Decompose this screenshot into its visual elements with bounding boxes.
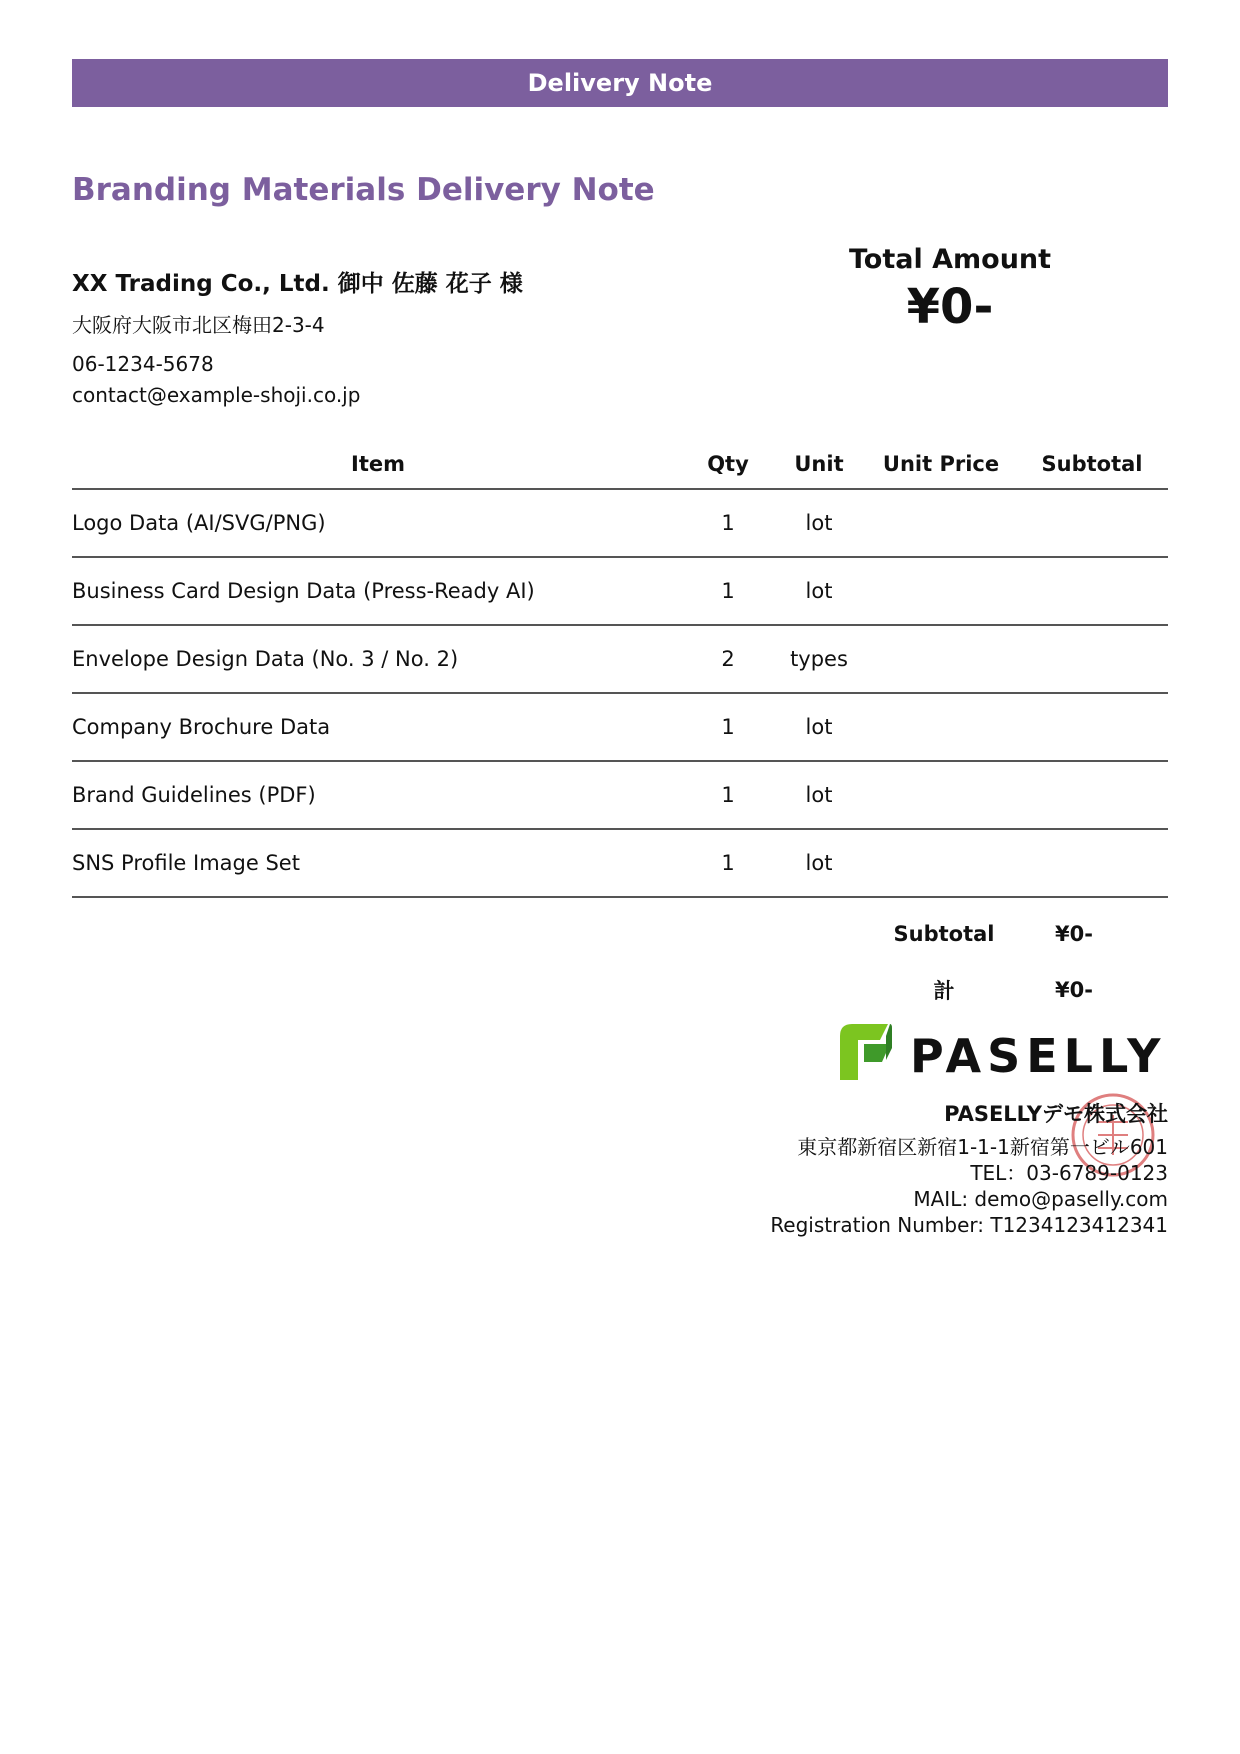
document-title: Branding Materials Delivery Note — [72, 172, 655, 208]
row-unit-price — [866, 489, 1016, 557]
row-unit-price — [866, 829, 1016, 897]
header-qty: Qty — [684, 440, 772, 489]
company-mail: MAIL: demo@paselly.com — [913, 1187, 1168, 1211]
row-item: Company Brochure Data — [72, 693, 684, 761]
row-item: SNS Profile Image Set — [72, 829, 684, 897]
paselly-logo-icon — [838, 1022, 1168, 1082]
row-unit-price — [866, 761, 1016, 829]
row-unit: lot — [772, 489, 866, 557]
client-name: XX Trading Co., Ltd. 御中 佐藤 花子 様 — [72, 271, 523, 297]
row-item: Brand Guidelines (PDF) — [72, 761, 684, 829]
table-row — [72, 625, 1168, 693]
row-subtotal — [1016, 761, 1168, 829]
client-address: 大阪府大阪市北区梅田2-3-4 — [72, 313, 325, 337]
summary-subtotal-value: ¥0- — [1055, 922, 1093, 946]
row-qty: 1 — [684, 557, 772, 625]
row-unit-price — [866, 693, 1016, 761]
table-row — [72, 829, 1168, 897]
row-qty: 1 — [684, 489, 772, 557]
row-subtotal — [1016, 557, 1168, 625]
row-unit: lot — [772, 829, 866, 897]
company-tel: TEL：03-6789-0123 — [970, 1161, 1168, 1185]
row-unit: lot — [772, 693, 866, 761]
row-unit-price — [866, 557, 1016, 625]
summary-total-value: ¥0- — [1055, 978, 1093, 1002]
table-row — [72, 557, 1168, 625]
company-address: 東京都新宿区新宿1-1-1新宿第一ビル601 — [797, 1135, 1168, 1159]
row-qty: 2 — [684, 625, 772, 693]
table-row — [72, 693, 1168, 761]
summary-total-row — [880, 962, 1140, 1018]
header-subtotal: Subtotal — [1016, 440, 1168, 489]
summary-subtotal-row — [880, 906, 1140, 962]
total-amount-box — [830, 244, 1070, 335]
summary-block — [880, 906, 1140, 1018]
company-logo — [838, 1022, 1168, 1082]
summary-total-label: 計 — [933, 979, 955, 1003]
table-header-row — [72, 440, 1168, 489]
client-block — [72, 265, 712, 411]
row-unit: lot — [772, 761, 866, 829]
table-row — [72, 761, 1168, 829]
row-item: Logo Data (AI/SVG/PNG) — [72, 489, 684, 557]
client-email: contact@example-shoji.co.jp — [72, 383, 361, 407]
row-item: Envelope Design Data (No. 3 / No. 2) — [72, 625, 684, 693]
total-amount-label: Total Amount — [848, 244, 1052, 275]
document-type-banner: Delivery Note — [72, 59, 1168, 107]
header-unit-price: Unit Price — [866, 440, 1016, 489]
row-unit: lot — [772, 557, 866, 625]
row-unit: types — [772, 625, 866, 693]
table-row — [72, 489, 1168, 557]
company-name: PASELLYデモ株式会社 — [944, 1102, 1168, 1126]
logo-wordmark: PASELLY — [910, 1029, 1167, 1082]
row-subtotal — [1016, 625, 1168, 693]
row-unit-price — [866, 625, 1016, 693]
row-qty: 1 — [684, 761, 772, 829]
row-subtotal — [1016, 829, 1168, 897]
row-subtotal — [1016, 693, 1168, 761]
company-block — [648, 1098, 1168, 1238]
row-item: Business Card Design Data (Press-Ready AI) — [72, 557, 684, 625]
row-subtotal — [1016, 489, 1168, 557]
client-phone: 06-1234-5678 — [72, 352, 214, 376]
company-registration: Registration Number: T1234123412341 — [770, 1213, 1168, 1237]
summary-subtotal-label: Subtotal — [893, 922, 995, 946]
row-qty: 1 — [684, 829, 772, 897]
total-amount-value: ¥0- — [906, 279, 994, 335]
header-item: Item — [72, 440, 684, 489]
items-table — [72, 440, 1168, 898]
header-unit: Unit — [772, 440, 866, 489]
row-qty: 1 — [684, 693, 772, 761]
